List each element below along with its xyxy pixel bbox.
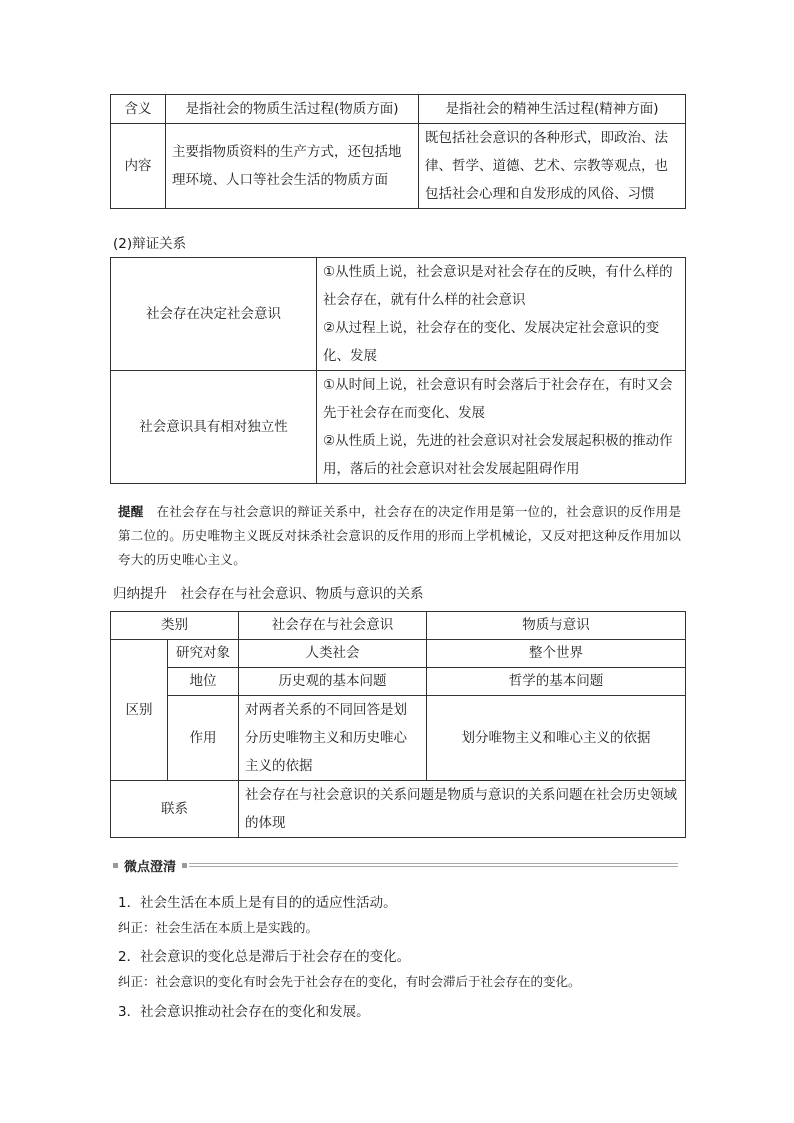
header-matter: 物质与意识 — [427, 612, 686, 640]
dialectical-relation-table — [110, 257, 686, 484]
function-social: 对两者关系的不同回答是划分历史唯物主义和历史唯心主义的依据 — [239, 696, 427, 781]
independence-content — [317, 371, 686, 484]
header-social: 社会存在与社会意识 — [239, 612, 427, 640]
spiritual-meaning-cell: 是指社会的精神生活过程(精神方面) — [419, 95, 686, 124]
link-label: 联系 — [111, 781, 239, 838]
link-text: 社会存在与社会意识的关系问题是物质与意识的关系问题在社会历史领域的体现 — [239, 781, 686, 838]
determine-point-1: ①从性质上说，社会意识是对社会存在的反映，有什么样的社会存在，就有什么样的社会意识 — [323, 264, 673, 308]
difference-label: 区别 — [111, 640, 168, 781]
material-content-cell: 主要指物质资料的生产方式，还包括地理环境、人口等社会生活的物质方面 — [166, 124, 419, 209]
status-matter: 哲学的基本问题 — [427, 668, 686, 696]
clarification-header — [113, 855, 678, 875]
divider-line — [189, 863, 678, 867]
independence-label: 社会意识具有相对独立性 — [111, 371, 317, 484]
determine-point-2: ②从过程上说，社会存在的变化、发展决定社会意识的变化、发展 — [323, 320, 660, 364]
section-heading-dialectical: (2)辩证关系 — [113, 236, 187, 252]
object-matter: 整个世界 — [427, 640, 686, 668]
tip-label: 提醒 — [118, 504, 144, 519]
square-bullet-icon — [113, 863, 118, 868]
material-meaning-cell: 是指社会的物质生活过程(物质方面) — [166, 95, 419, 124]
row-label-function: 作用 — [168, 696, 239, 781]
clarification-question-3: 3．社会意识推动社会存在的变化和发展。 — [118, 1004, 370, 1020]
tip-text: 在社会存在与社会意识的辩证关系中，社会存在的决定作用是第一位的，社会意识的反作用是第二位的。历史唯物主义既反对抹杀社会意识的反作用的形而上学机械论，又反对把这种反作用加以夸大的历史唯心主义。 — [118, 504, 682, 567]
social-life-table — [110, 94, 686, 209]
clarification-question-2: 2．社会意识的变化总是滞后于社会存在的变化。 — [118, 949, 411, 965]
summary-heading: 归纳提升 社会存在与社会意识、物质与意识的关系 — [113, 586, 424, 602]
row-label-status: 地位 — [168, 668, 239, 696]
independence-point-1: ①从时间上说，社会意识有时会落后于社会存在，有时又会先于社会存在而变化、发展 — [323, 377, 673, 421]
independence-point-2: ②从性质上说，先进的社会意识对社会发展起积极的推动作用，落后的社会意识对社会发展起阻碍作用 — [323, 433, 673, 477]
clarification-answer-2: 纠正：社会意识的变化有时会先于社会存在的变化，有时会滞后于社会存在的变化。 — [118, 974, 581, 989]
clarification-answer-1: 纠正：社会生活在本质上是实践的。 — [118, 920, 319, 935]
object-social: 人类社会 — [239, 640, 427, 668]
comparison-table — [110, 611, 686, 838]
header-category: 类别 — [111, 612, 239, 640]
determine-content — [317, 258, 686, 371]
clarification-question-1: 1．社会生活在本质上是有目的的适应性活动。 — [118, 895, 397, 911]
row-label-object: 研究对象 — [168, 640, 239, 668]
determine-label: 社会存在决定社会意识 — [111, 258, 317, 371]
function-matter: 划分唯物主义和唯心主义的依据 — [427, 696, 686, 781]
square-bullet-icon — [182, 863, 187, 868]
row-label-content: 内容 — [111, 124, 166, 209]
clarification-title: 微点澄清 — [124, 859, 177, 875]
row-label-meaning: 含义 — [111, 95, 166, 124]
tip-paragraph — [118, 500, 688, 572]
spiritual-content-cell: 既包括社会意识的各种形式，即政治、法律、哲学、道德、艺术、宗教等观点，也包括社会心理和自发形成的风俗、习惯 — [419, 124, 686, 209]
status-social: 历史观的基本问题 — [239, 668, 427, 696]
